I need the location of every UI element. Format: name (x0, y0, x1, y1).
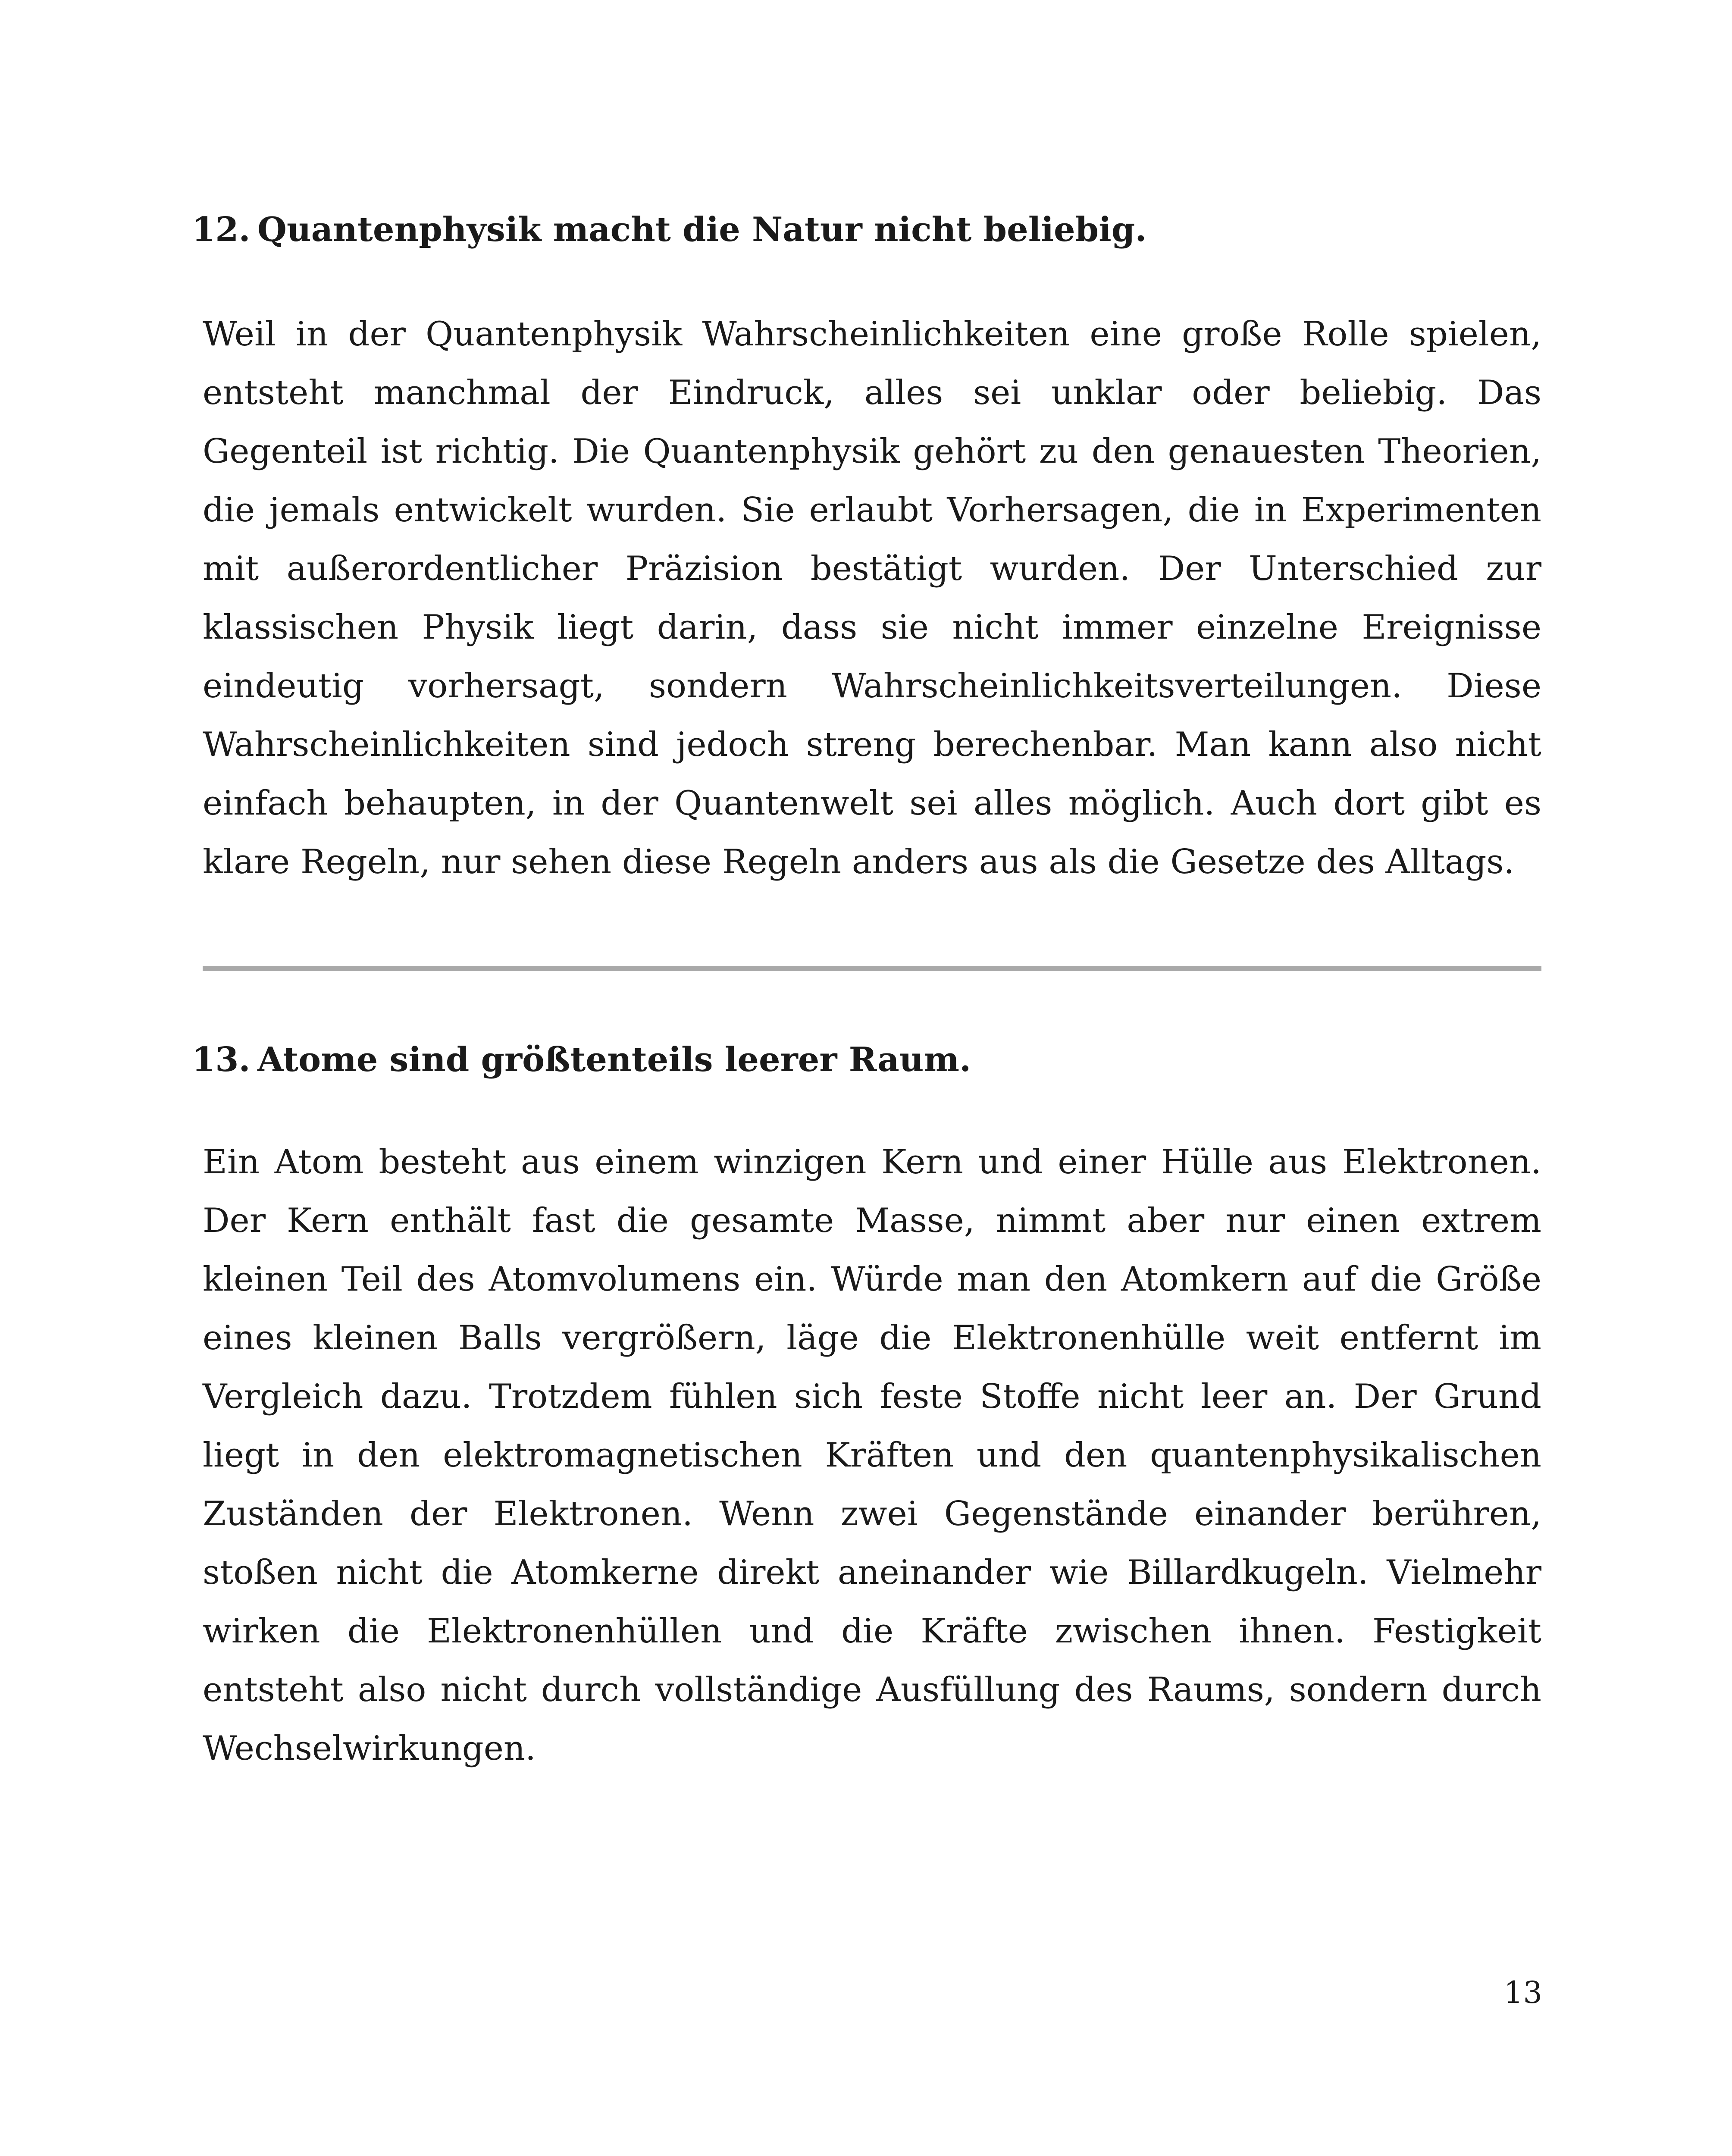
section-body-12: Weil in der Quantenphysik Wahrscheinlichkeiten eine große Rolle spielen, entsteht manchmal der Eindruck, alles sei unklar oder beliebig. Das Gegenteil ist richtig. Die Quantenphysik gehört zu den genauesten Theorien, die jemals entwickelt wurden. Sie erlaubt Vorhersagen, die in Experimenten mit außerordentlicher Präzision bestätigt wurden. Der Unterschied zur klassischen Physik liegt darin, dass sie nicht immer einzelne Ereignisse eindeutig vorhersagt, sondern Wahrscheinlichkeitsverteilungen. Diese Wahrscheinlichkeiten sind jedoch streng berechenbar. Man kann also nicht einfach behaupten, in der Quantenwelt sei alles möglich. Auch dort gibt es klare Regeln, nur sehen diese Regeln anders aus als die Gesetze des Alltags. (203, 315, 1541, 881)
section-title: Atome sind größtenteils leerer Raum. (257, 1040, 971, 1079)
section-number: 12. (192, 210, 251, 249)
section-heading-12 (192, 211, 1541, 248)
section-divider (203, 966, 1541, 971)
section-heading-13 (192, 1041, 1541, 1078)
section-number: 13. (192, 1040, 251, 1079)
section-title: Quantenphysik macht die Natur nicht beliebig. (257, 210, 1147, 249)
page-number: 13 (1503, 1975, 1542, 2010)
section-body-13: Ein Atom besteht aus einem winzigen Kern und einer Hülle aus Elektronen. Der Kern enthält fast die gesamte Masse, nimmt aber nur einen extrem kleinen Teil des Atomvolumens ein. Würde man den Atomkern auf die Größe eines kleinen Balls vergrößern, läge die Elektronenhülle weit entfernt im Vergleich dazu. Trotzdem fühlen sich feste Stoffe nicht leer an. Der Grund liegt in den elektromagnetischen Kräften und den quantenphysikalischen Zuständen der Elektronen. Wenn zwei Gegenstände einander berühren, stoßen nicht die Atomkerne direkt aneinander wie Billardkugeln. Vielmehr wirken die Elektronenhüllen und die Kräfte zwischen ihnen. Festigkeit entsteht also nicht durch vollständige Ausfüllung des Raums, sondern durch Wechselwirkungen. (203, 1143, 1541, 1768)
